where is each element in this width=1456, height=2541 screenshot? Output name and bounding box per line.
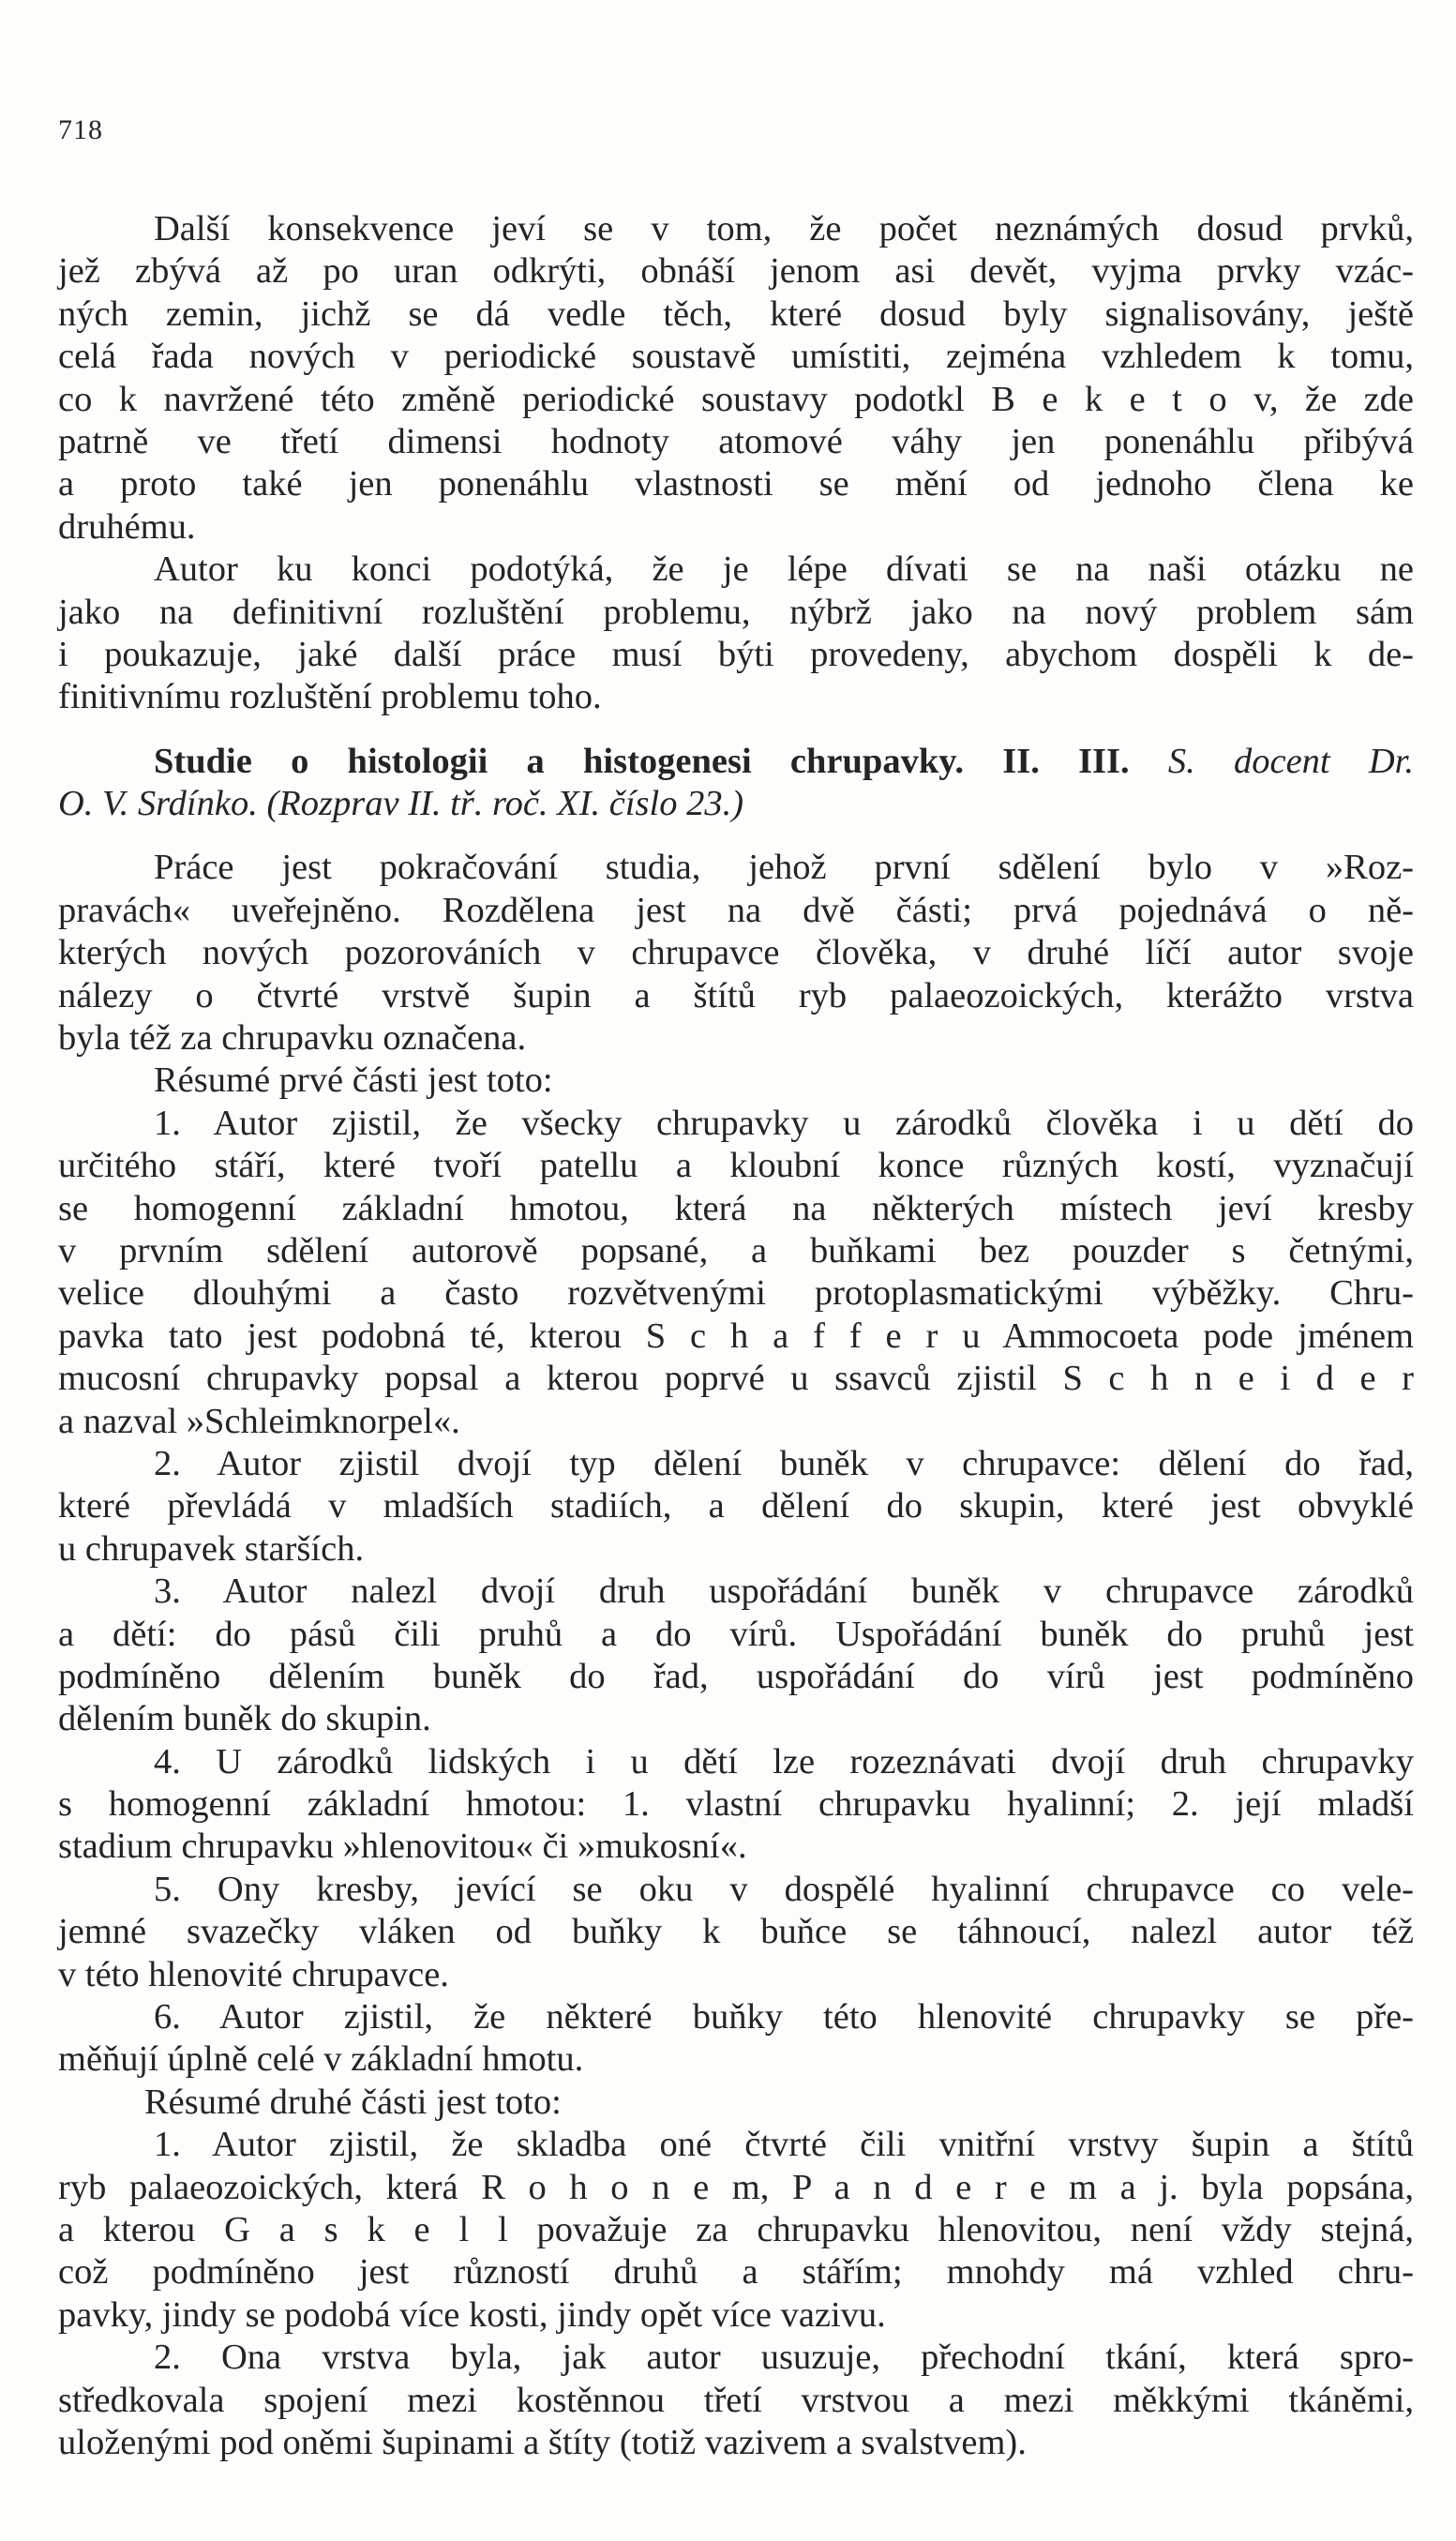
page-body [58, 208, 1414, 2464]
text-line: jemné svazečky vláken od buňky k buňce se táhnoucí, nalezl autor též [58, 1912, 1414, 1952]
text-line: co k navržené této změně periodické soustavy podotkl B e k e t o v, že zde [58, 379, 1414, 419]
text-line: 2. Autor zjistil dvojí typ dělení buněk v chrupavce: dělení do řad, [154, 1443, 1414, 1483]
heading-citation: O. V. Srdínko. (Rozprav II. tř. roč. XI. číslo 23.) [58, 784, 744, 824]
text-line: velice dlouhými a často rozvětvenými protoplasmatickými výběžky. Chru- [58, 1273, 1414, 1314]
text-line: ných zemin, jichž se dá vedle těch, které dosud byly signalisovány, ještě [58, 293, 1414, 334]
text-line: 2. Ona vrstva byla, jak autor usuzuje, přechodní tkání, která spro- [154, 2338, 1414, 2378]
text-line: jako na definitivní rozluštění problemu, nýbrž jako na nový problem sám [58, 592, 1414, 632]
text-line: kterých nových pozorováních v chrupavce člověka, v druhé líčí autor svoje [58, 933, 1414, 973]
paragraph-author-conclusion [58, 549, 1414, 719]
text-line: 6. Autor zjistil, že některé buňky této hlenovité chrupavky se pře- [154, 1997, 1414, 2037]
text-line: v prvním sdělení autorově popsané, a buňkami bez pouzder s četnými, [58, 1230, 1414, 1270]
text-line: Další konsekvence jeví se v tom, že počet neznámých dosud prvků, [154, 209, 1414, 248]
text-line: pravách« uveřejněno. Rozdělena jest na dvě části; prvá pojednává o ně- [58, 890, 1414, 930]
text-line: mucosní chrupavky popsal a kterou poprvé u ssavců zjistil S c h n e i d e r [58, 1359, 1414, 1399]
text-line: pavky, jindy se podobá více kosti, jindy opět více vazivu. [58, 2294, 886, 2335]
text-line: uloženými pod oněmi šupinami a štíty (totiž vazivem a svalstvem). [58, 2422, 1027, 2462]
text-line: v této hlenovité chrupavce. [58, 1954, 449, 1994]
text-line: měňují úplně celé v základní hmotu. [58, 2039, 584, 2080]
text-line: ryb palaeozoických, která R o h o n e m, P a n d e r e m a j. byla popsána, [58, 2167, 1414, 2207]
text-line: a kterou G a s k e l l považuje za chrupavku hlenovitou, není vždy stejná, [58, 2209, 1414, 2249]
text-line: 3. Autor nalezl dvojí druh uspořádání buněk v chrupavce zárodků [154, 1571, 1414, 1612]
text-line: druhému. [58, 506, 196, 547]
resume-second-title: Résumé druhé části jest toto: [144, 2082, 562, 2122]
text-line: i poukazuje, jaké další práce musí býti provedeny, abychom dospěli k de- [58, 634, 1414, 674]
text-line: podmíněno dělením buněk do řad, uspořádání do vírů jest podmíněno [58, 1656, 1414, 1696]
heading-line [58, 741, 1414, 783]
text-line: a proto také jen ponenáhlu vlastnosti se mění od jednoho člena ke [58, 464, 1414, 504]
article-heading [58, 741, 1414, 826]
list-item [58, 1571, 1414, 1741]
text-line: u chrupavek starších. [58, 1528, 365, 1569]
list-item [58, 1741, 1414, 1869]
text-line: 1. Autor zjistil, že skladba oné čtvrté čili vnitřní vrstvy šupin a štítů [154, 2125, 1414, 2165]
paragraph-study-intro [58, 847, 1414, 1060]
page-number: 718 [58, 114, 103, 145]
paragraph-periodic-system [58, 208, 1414, 549]
text-line: což podmíněno jest růzností druhů a stářím; mnohdy má vzhled chru- [58, 2252, 1414, 2293]
list-item [58, 1996, 1414, 2082]
text-line: nálezy o čtvrté vrstvě šupin a štítů ryb palaeozoických, kterážto vrstva [58, 975, 1414, 1015]
resume-first-title: Résumé prvé části jest toto: [154, 1060, 553, 1101]
list-item [58, 2124, 1414, 2337]
list-item [58, 1443, 1414, 1571]
text-line: patrně ve třetí dimensi hodnoty atomové váhy jen ponenáhlu přibývá [58, 421, 1414, 461]
text-line: pavka tato jest podobná té, kterou S c h a f f e r u Ammocoeta pode jménem [58, 1316, 1414, 1356]
text-line: určitého stáří, které tvoří patellu a kloubní konce různých kostí, vyznačují [58, 1146, 1414, 1186]
text-line: a dětí: do pásů čili pruhů a do vírů. Uspořádání buněk do pruhů jest [58, 1614, 1414, 1654]
text-line: s homogenní základní hmotou: 1. vlastní chrupavku hyalinní; 2. její mladší [58, 1784, 1414, 1825]
text-line: a nazval »Schleimknorpel«. [58, 1401, 460, 1441]
text-line: stadium chrupavku »hlenovitou« či »mukosní«. [58, 1827, 747, 1867]
heading-title: Studie o histologii a histogenesi chrupavky. II. III. [154, 741, 1130, 781]
text-line: středkovala spojení mezi kostěnnou třetí vrstvou a mezi měkkými tkáněmi, [58, 2380, 1414, 2420]
list-item [58, 1103, 1414, 1443]
text-line: 5. Ony kresby, jevící se oku v dospělé hyalinní chrupavce co vele- [154, 1869, 1414, 1909]
text-line: celá řada nových v periodické soustavě umístiti, zejména vzhledem k tomu, [58, 337, 1414, 377]
heading-author: S. docent Dr. [1129, 741, 1414, 781]
text-line: které převládá v mladších stadiích, a dělení do skupin, které jest obvyklé [58, 1486, 1414, 1526]
text-line: 1. Autor zjistil, že všecky chrupavky u zárodků člověka i u dětí do [154, 1103, 1414, 1143]
text-line: 4. U zárodků lidských i u dětí lze rozeznávati dvojí druh chrupavky [154, 1741, 1414, 1782]
text-line: Autor ku konci podotýká, že je lépe dívati se na naši otázku ne [154, 549, 1414, 590]
text-line: jež zbývá až po uran odkrýti, obnáší jenom asi devět, vyjma prvky vzác- [58, 251, 1414, 292]
text-line: dělením buněk do skupin. [58, 1699, 431, 1739]
text-line: se homogenní základní hmotou, která na některých místech jeví kresby [58, 1188, 1414, 1228]
list-item [58, 2337, 1414, 2464]
text-line: byla též za chrupavku označena. [58, 1018, 527, 1059]
text-line: Práce jest pokračování studia, jehož první sdělení bylo v »Roz- [154, 848, 1414, 888]
text-line: finitivnímu rozluštění problemu toho. [58, 677, 602, 717]
list-item [58, 1869, 1414, 1996]
